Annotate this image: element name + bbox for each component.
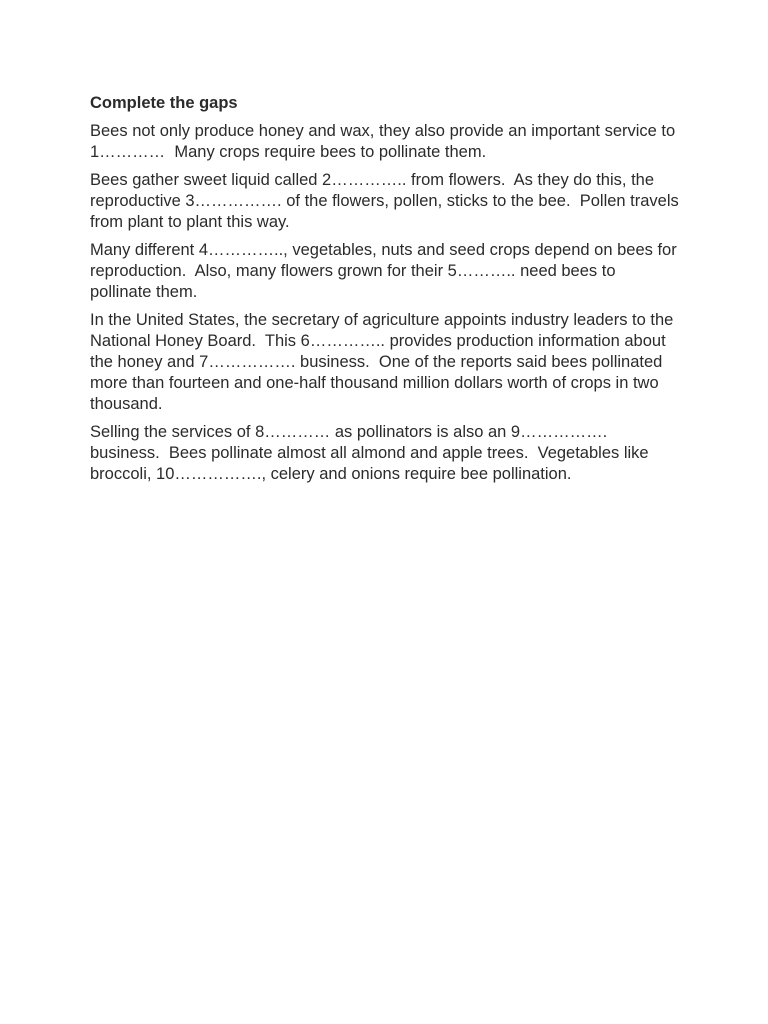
paragraph-3: Many different 4………….., vegetables, nuts and seed crops depend on bees for reproduction. Also, many flowers grown for their 5……….. need bees to pollinate them. <box>90 241 682 301</box>
paragraph-5: Selling the services of 8………… as pollinators is also an 9……………. business. Bees pollinate almost all almond and apple trees. Vegetables like broccoli, 10……………., celery and onions require bee pollination. <box>90 423 654 483</box>
paragraph-4: In the United States, the secretary of agriculture appoints industry leaders to the National Honey Board. This 6………….. provides production information about the honey and 7……………. business. One of the reports said bees pollinated more than fourteen and one-half thousand million dollars worth of crops in two thousand. <box>90 311 678 413</box>
paragraph-1: Bees not only produce honey and wax, they also provide an important service to 1………… Many crops require bees to pollinate them. <box>90 122 680 161</box>
document-body <box>90 93 684 492</box>
paragraph-2: Bees gather sweet liquid called 2………….. from flowers. As they do this, the reproductive 3……………. of the flowers, pollen, sticks to the bee. Pollen travels from plant to plant this way. <box>90 171 684 231</box>
document-heading: Complete the gaps <box>90 94 238 112</box>
